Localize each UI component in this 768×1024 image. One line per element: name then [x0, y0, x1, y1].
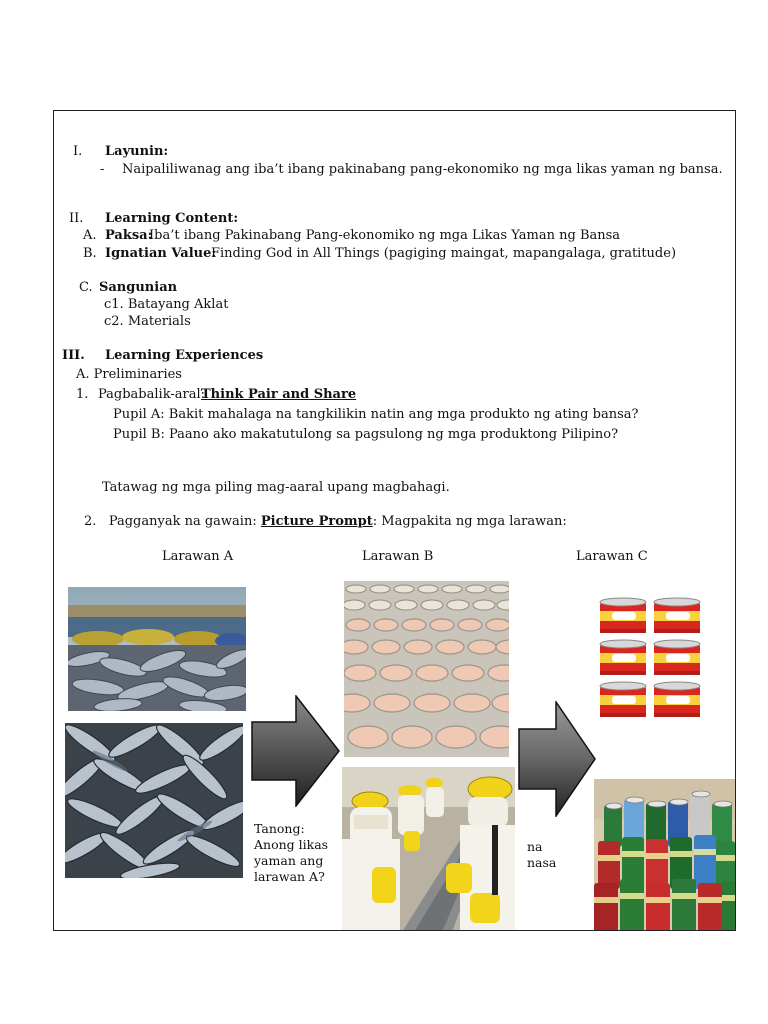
- objective-bullet: -: [100, 162, 105, 177]
- item1-label: Pagbabalik-aral:: [98, 387, 205, 402]
- factory-workers-photo: [342, 767, 515, 931]
- section3-numeral: III.: [62, 348, 85, 363]
- tuna-cans-photo: [344, 581, 509, 757]
- mega-sardines-cans-photo: [594, 779, 735, 931]
- sangunian-label: Sangunian: [99, 280, 178, 295]
- paksa-label: Paksa:: [105, 228, 153, 243]
- fish-pile-photo: [65, 723, 243, 878]
- item2-line: [84, 514, 567, 530]
- section1-heading: Layunin:: [105, 144, 169, 159]
- question-block: [254, 821, 328, 885]
- fragment-block: [527, 839, 556, 871]
- item2-number: 2.: [84, 514, 97, 529]
- item1-number: 1.: [76, 387, 89, 402]
- pupil-b-question: Pupil B: Paano ako makatutulong sa pagsulong ng mga produktong Pilipino?: [113, 427, 619, 442]
- question-line-3: yaman ang: [254, 853, 324, 868]
- item2-text: : Magpakita ng mga larawan:: [372, 514, 567, 529]
- document-frame: [53, 110, 736, 931]
- question-line-2: Anong likas: [254, 837, 329, 852]
- fragment-line-2: nasa: [527, 855, 557, 870]
- section1-numeral: I.: [73, 144, 83, 159]
- sangunian-letter: C.: [79, 280, 93, 295]
- question-line-4: larawan A?: [254, 869, 325, 884]
- label-larawan-c: Larawan C: [576, 549, 648, 564]
- sangunian-c2: c2. Materials: [104, 314, 191, 329]
- fragment-line-1: na: [527, 839, 543, 854]
- call-instruction: Tatawag ng mga piling mag-aaral upang magbahagi.: [102, 480, 450, 495]
- preliminaries: A. Preliminaries: [76, 367, 182, 382]
- label-larawan-a: Larawan A: [162, 549, 234, 564]
- section2-numeral: II.: [69, 211, 84, 226]
- label-larawan-b: Larawan B: [362, 549, 434, 564]
- arrow-right-icon: [251, 695, 341, 807]
- paksa-text: Iba’t ibang Pakinabang Pang-ekonomiko ng mga Likas Yaman ng Bansa: [149, 228, 621, 243]
- arrow-right-icon-2: [518, 701, 596, 817]
- paksa-letter: A.: [83, 228, 97, 243]
- item2-activity: Picture Prompt: [260, 514, 373, 529]
- century-tuna-cans-photo: [598, 597, 706, 725]
- question-line-1: Tanong:: [254, 821, 305, 836]
- sangunian-c1: c1. Batayang Aklat: [104, 297, 229, 312]
- ignatian-label: Ignatian Value:: [105, 246, 217, 261]
- objective-text: Naipaliliwanag ang iba’t ibang pakinabang pang-ekonomiko ng mga likas yaman ng bansa.: [122, 162, 723, 177]
- item1-activity: Think Pair and Share: [201, 387, 357, 402]
- ignatian-letter: B.: [83, 246, 97, 261]
- item2-label: Pagganyak na gawain:: [108, 514, 257, 529]
- section2-heading: Learning Content:: [105, 211, 239, 226]
- ignatian-text: Finding God in All Things (pagiging maingat, mapangalaga, gratitude): [211, 246, 677, 261]
- fish-market-photo: [68, 587, 246, 711]
- pupil-a-question: Pupil A: Bakit mahalaga na tangkilikin natin ang mga produkto ng ating bansa?: [113, 407, 639, 422]
- section3-heading: Learning Experiences: [105, 348, 264, 363]
